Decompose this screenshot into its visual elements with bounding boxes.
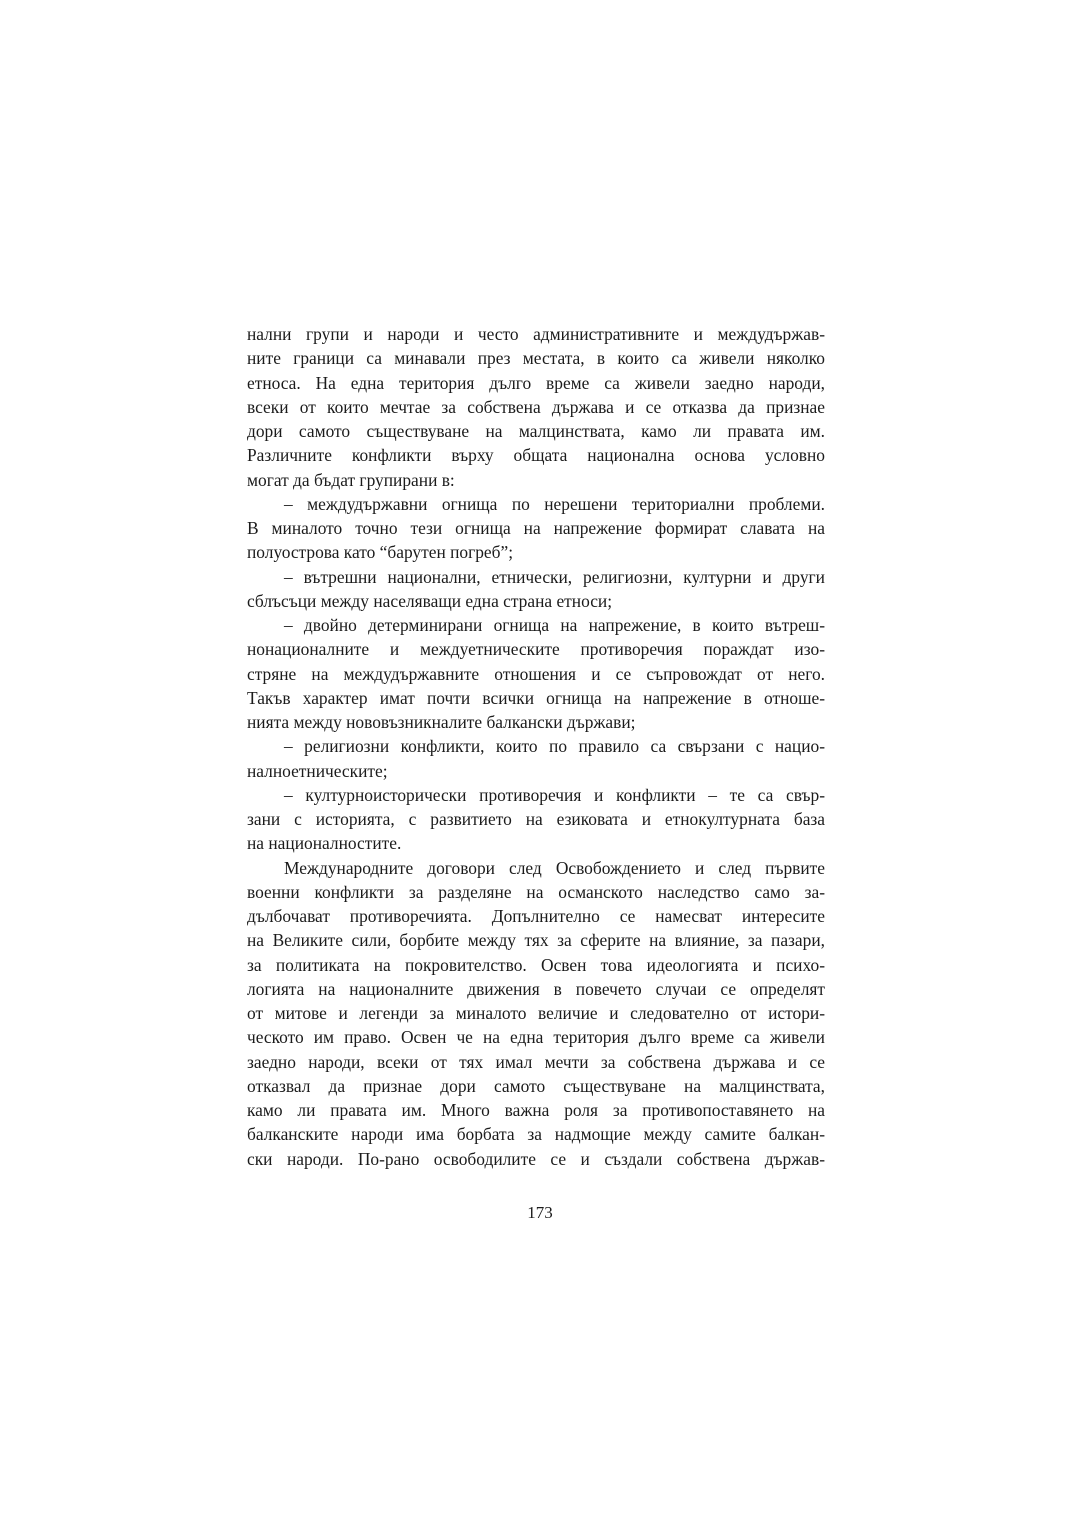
page-number: 173 [527,1203,553,1222]
text-line: за политиката на покровителство. Освен това идеологията и психо- [247,954,825,975]
text-line: зани с историята, с развитието на езиковата и етнокултурната база [247,809,825,829]
text-line: дълбочават противоречията. Допълнително се намесват интересите [247,906,825,926]
text-line: стряне на междудържавните отношения и се съпровождат от него. [247,663,825,684]
body-text [247,322,825,1171]
text-line: отказвал да признае дори самото съществуване на малцинствата, [247,1075,825,1096]
text-line: от митове и легенди за миналото величие и следователно от истори- [247,1003,825,1023]
text-line: Международните договори след Освобождението и след първите [284,857,825,878]
text-line: балканските народи има борбата за надмощие между самите балкан- [247,1124,825,1145]
text-line: дори самото съществуване на малцинствата, камо ли правата им. [247,421,825,441]
text-line: ческото им право. Освен че на една територия дълго време са живели [247,1027,825,1048]
text-line: логията на националните движения в повечето случаи се определят [247,978,825,999]
text-line: – двойно детерминирани огнища на напрежение, в които вътреш- [284,615,825,635]
text-line: Различните конфликти върху общата национална основа условно [247,445,825,466]
text-line: сблъсъци между населяващи една страна етноси; [247,590,613,611]
text-line: на националностите. [247,833,402,854]
text-line: – религиозни конфликти, които по правило са свързани с нацио- [284,736,825,757]
text-line: на Великите сили, борбите между тях за сферите на влияние, за пазари, [247,930,825,951]
text-line: ните граници са минавали през местата, в които са живели няколко [247,348,825,369]
text-line: етноса. На една територия дълго време са живели заедно народи, [247,372,825,393]
text-line: – междудържавни огнища по нерешени териториални проблеми. [284,493,825,514]
text-line: – вътрешни национални, етнически, религиозни, културни и други [284,566,825,587]
text-line: нията между нововъзникналите балкански държави; [247,712,636,732]
text-line: налноетническите; [247,760,388,781]
text-line: В миналото точно тези огнища на напрежение формират славата на [247,518,825,538]
text-line: нонационалните и междуетническите противоречия пораждат изо- [247,639,825,660]
text-line: могат да бъдат групирани в: [247,469,455,490]
text-line: камо ли правата им. Много важна роля за противопоставянето на [247,1100,825,1120]
text-line: нални групи и народи и често административните и междудържав- [247,324,825,344]
text-line: заедно народи, всеки от тях имал мечти за собствена държава и се [247,1051,825,1072]
text-line: полуострова като “барутен погреб”; [247,542,514,563]
text-line: военни конфликти за разделяне на османското наследство само за- [247,881,825,902]
text-line: Такъв характер имат почти всички огнища на напрежение в отноше- [247,687,825,708]
text-line: всеки от които мечтае за собствена държава и се отказва да признае [247,396,825,417]
text-line: – културноисторически противоречия и конфликти – те са свър- [284,784,825,805]
text-line: ски народи. По-рано освободилите се и създали собствена държав- [247,1148,825,1169]
